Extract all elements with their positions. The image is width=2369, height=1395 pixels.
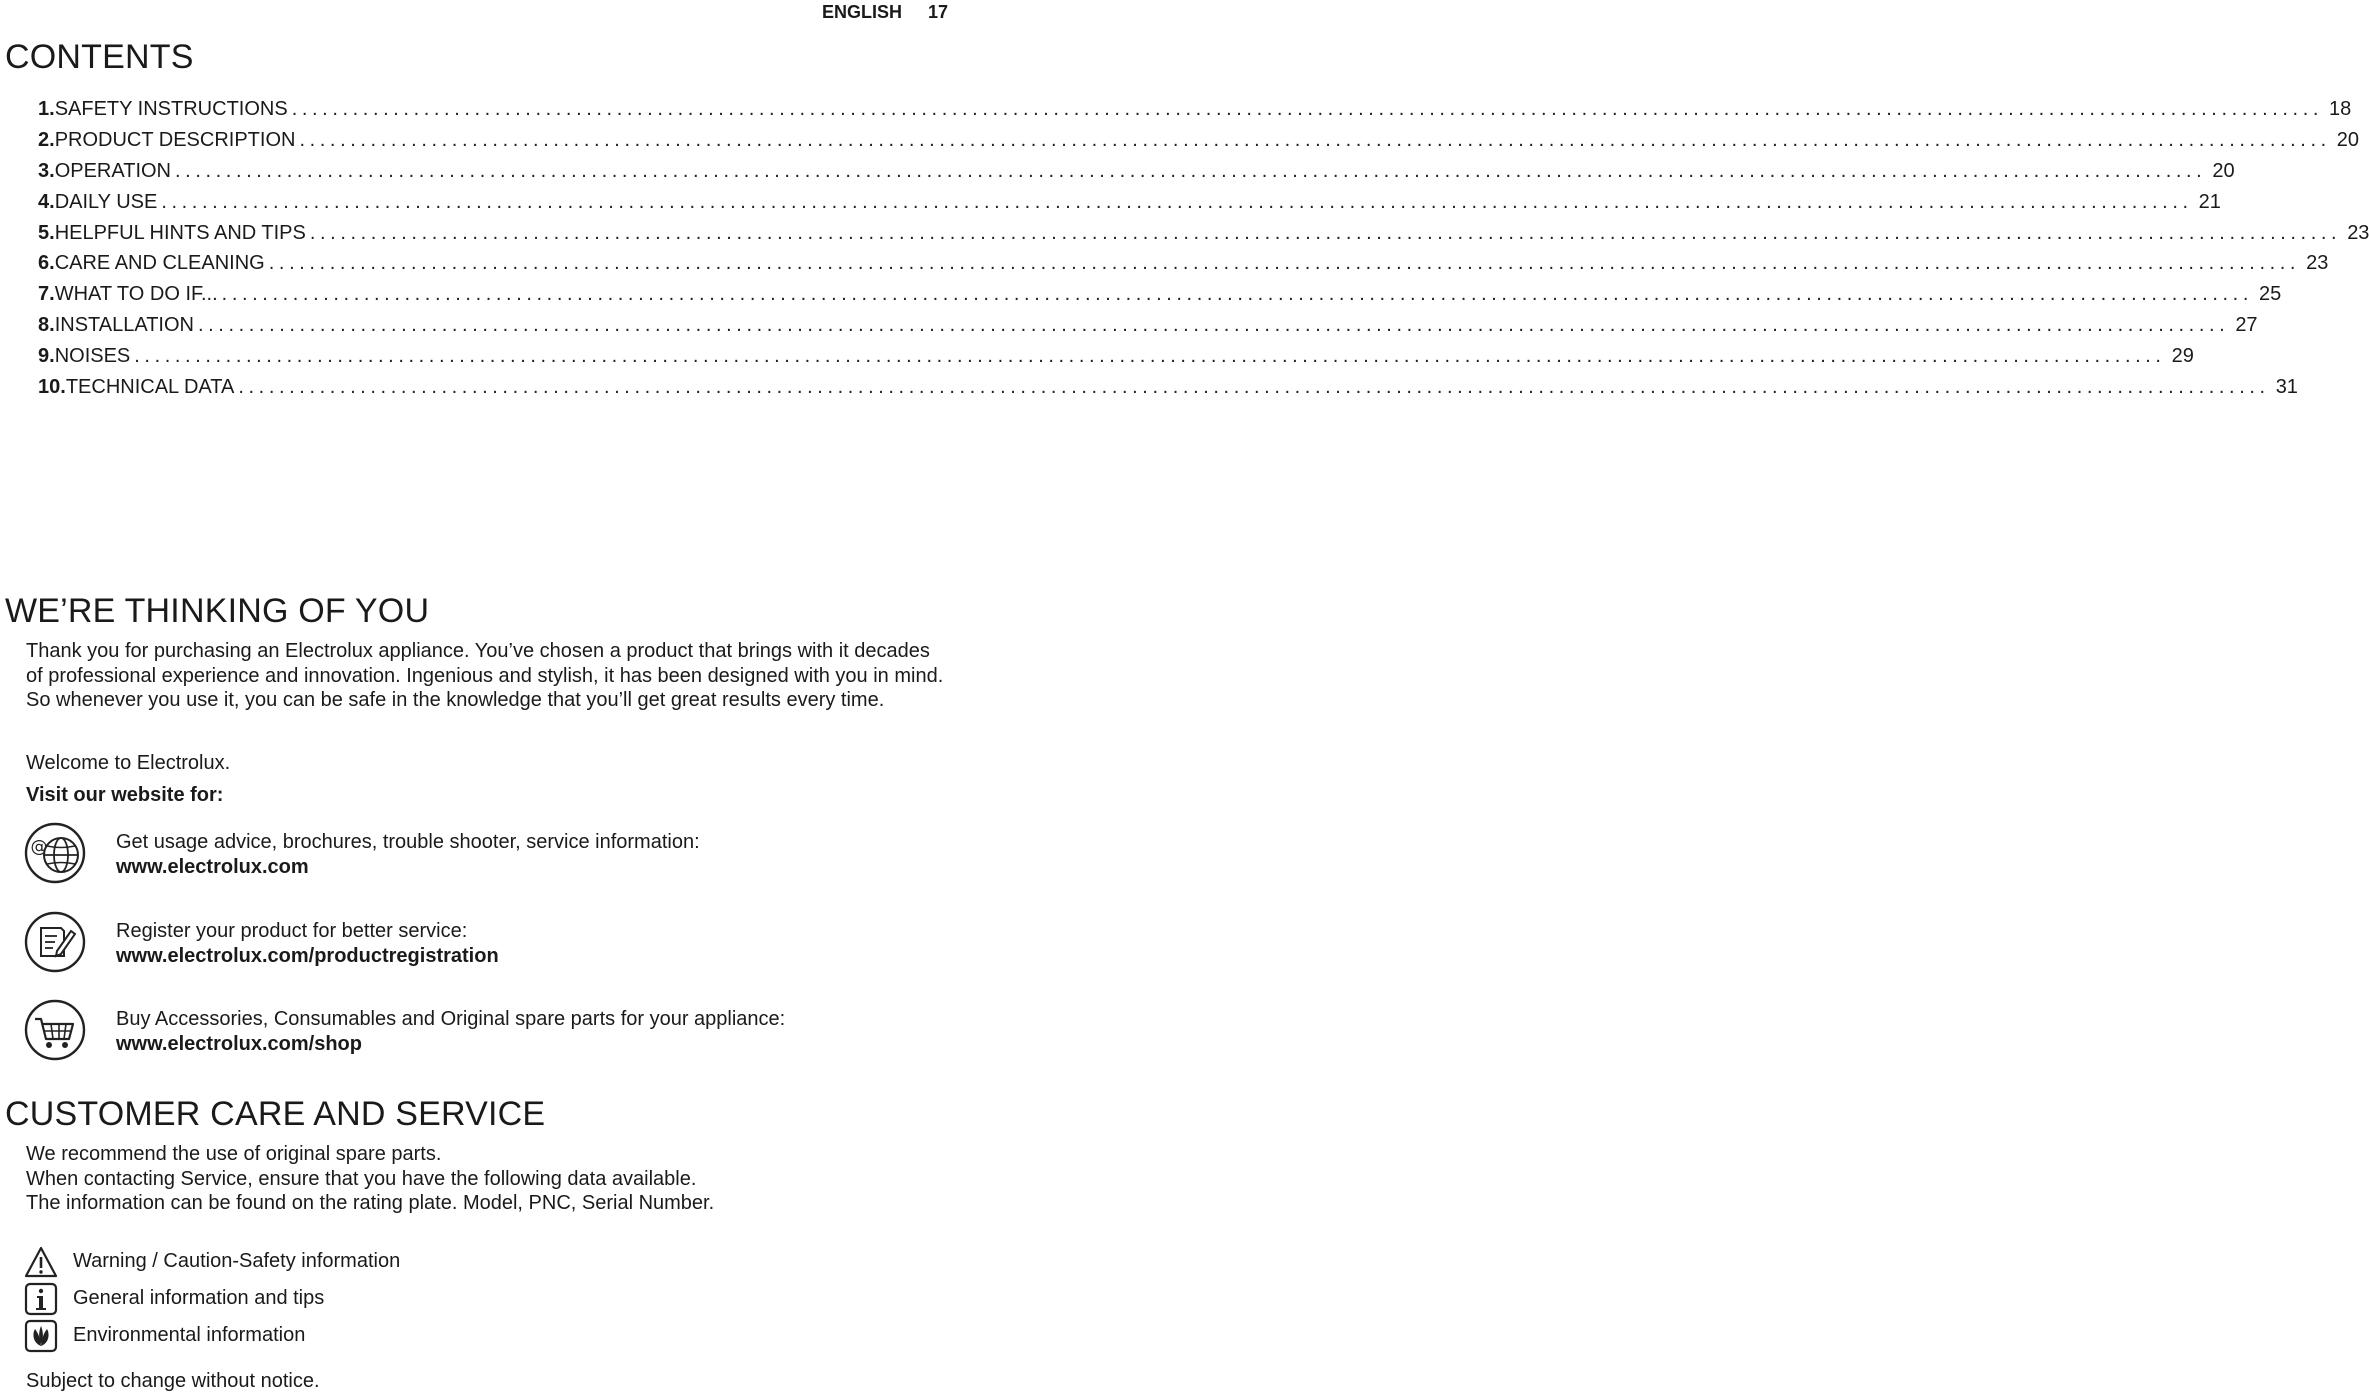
toc-item-3[interactable]: 3. OPERATION ........................................................................................................................................................................................................ 20 [38, 159, 2235, 182]
toc-item-7[interactable]: 7. WHAT TO DO IF... ........................................................................................................................................................................................................ 25 [38, 283, 2282, 306]
warning-triangle-icon [24, 1245, 58, 1279]
customer-care-text [26, 1142, 714, 1216]
legend-item-info: General information and tips [24, 1282, 524, 1316]
toc-item-page: 18 [2329, 98, 2352, 120]
service-link[interactable]: www.electrolux.com/productregistration [116, 944, 499, 967]
toc-leader: ........................................................................................................................................................................................................ [221, 283, 2253, 306]
toc-item-8[interactable]: 8. INSTALLATION ........................................................................................................................................................................................................ 27 [38, 314, 2258, 337]
service-link[interactable]: www.electrolux.com/shop [116, 1032, 362, 1055]
welcome-text: Welcome to Electrolux. [26, 752, 231, 774]
visit-website-label: Visit our website for: [26, 784, 224, 806]
service-link[interactable]: www.electrolux.com [116, 855, 309, 878]
info-icon [24, 1282, 58, 1316]
toc-item-page: 27 [2235, 314, 2258, 337]
globe-at-icon [24, 822, 86, 884]
svg-text:@: @ [30, 837, 48, 857]
service-description: Get usage advice, brochures, trouble shooter, service information: [116, 831, 700, 853]
toc-leader: ........................................................................................................................................................................................................ [299, 128, 2331, 151]
toc-item-title: INSTALLATION [54, 314, 194, 337]
toc-leader: ........................................................................................................................................................................................................ [291, 98, 2324, 120]
shopping-cart-icon [24, 999, 86, 1061]
toc-item-page: 31 [2275, 376, 2298, 399]
intro-paragraph: Thank you for purchasing an Electrolux appliance. You’ve chosen a product that brings with it decades of professional experience and innovation. Ingenious and stylish, it has been designed with you in mind. So whenever you use it, you can be safe in the knowledge that you’ll get great results every time. [26, 640, 944, 711]
toc-leader: ........................................................................................................................................................................................................ [161, 190, 2193, 213]
page-header [822, 2, 948, 23]
toc-item-title: OPERATION [54, 159, 171, 182]
toc-item-title: SAFETY INSTRUCTIONS [54, 98, 288, 120]
care-line: When contacting Service, ensure that you have the following data available. [26, 1167, 697, 1190]
toc-item-title: DAILY USE [54, 190, 158, 213]
toc-item-2[interactable]: 2. PRODUCT DESCRIPTION ........................................................................................................................................................................................................ 20 [38, 128, 2360, 151]
toc-item-6[interactable]: 6. CARE AND CLEANING ........................................................................................................................................................................................................ 23 [38, 252, 2329, 275]
toc-leader: ........................................................................................................................................................................................................ [238, 376, 2270, 399]
legend-item-environment: Environmental information [24, 1319, 524, 1353]
toc-item-page: 29 [2171, 345, 2194, 368]
service-shop [24, 999, 944, 1069]
service-description: Buy Accessories, Consumables and Original spare parts for your appliance: [116, 1008, 786, 1030]
toc-item-title: WHAT TO DO IF... [54, 283, 218, 306]
toc-leader: ........................................................................................................................................................................................................ [134, 345, 2166, 368]
service-usage-advice [24, 822, 944, 892]
toc-leader: ........................................................................................................................................................................................................ [268, 252, 2301, 275]
toc-leader: ........................................................................................................................................................................................................ [197, 314, 2230, 337]
toc-item-page: 21 [2198, 190, 2221, 213]
thinking-of-you-heading: WE’RE THINKING OF YOU [5, 592, 430, 630]
toc-item-1[interactable]: 1. SAFETY INSTRUCTIONS ........................................................................................................................................................................................................ 18 [38, 98, 2352, 120]
toc-item-title: NOISES [54, 345, 131, 368]
contents-heading: CONTENTS [5, 38, 194, 76]
environment-leaf-icon [24, 1319, 58, 1353]
customer-care-heading: CUSTOMER CARE AND SERVICE [5, 1095, 546, 1133]
legend-item-warning: Warning / Caution-Safety information [24, 1245, 524, 1279]
care-line: The information can be found on the rating plate. Model, PNC, Serial Number. [26, 1192, 715, 1215]
toc-item-title: TECHNICAL DATA [65, 376, 235, 399]
toc-item-4[interactable]: 4. DAILY USE ........................................................................................................................................................................................................ 21 [38, 190, 2221, 213]
toc-item-title: PRODUCT DESCRIPTION [54, 128, 296, 151]
change-notice: Subject to change without notice. [26, 1370, 320, 1392]
toc-item-page: 23 [2347, 221, 2369, 244]
header-language: ENGLISH [821, 2, 902, 22]
toc-leader: ........................................................................................................................................................................................................ [309, 221, 2342, 244]
toc-item-page: 25 [2259, 283, 2282, 306]
toc-item-page: 20 [2212, 159, 2235, 182]
toc-item-page: 20 [2336, 128, 2360, 151]
toc-item-5[interactable]: 5. HELPFUL HINTS AND TIPS ........................................................................................................................................................................................................ 23 [38, 221, 2369, 244]
service-description: Register your product for better service: [116, 920, 468, 942]
toc-item-10[interactable]: 10. TECHNICAL DATA ........................................................................................................................................................................................................ 31 [38, 376, 2298, 399]
toc-item-9[interactable]: 9. NOISES ........................................................................................................................................................................................................ 29 [38, 345, 2194, 368]
toc-leader: ........................................................................................................................................................................................................ [175, 159, 2207, 182]
registration-form-icon [24, 911, 86, 973]
toc-item-title: HELPFUL HINTS AND TIPS [54, 221, 306, 244]
service-product-registration [24, 911, 944, 981]
toc-item-title: CARE AND CLEANING [54, 252, 265, 275]
header-page-number: 17 [927, 2, 948, 22]
toc-item-page: 23 [2306, 252, 2329, 275]
care-line: We recommend the use of original spare parts. [26, 1143, 442, 1165]
table-of-contents [38, 98, 2369, 407]
